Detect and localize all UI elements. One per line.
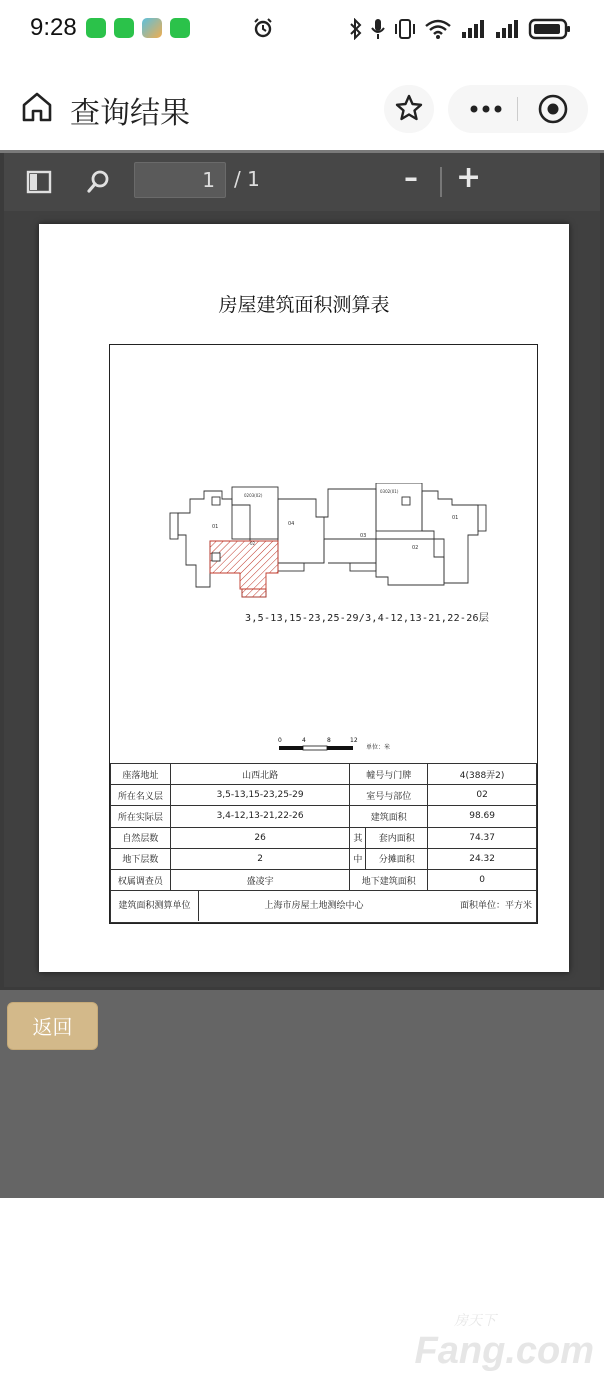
zoom-out-button[interactable]: – bbox=[404, 161, 418, 194]
pdf-toolbar bbox=[4, 153, 600, 211]
area-unit: 面积单位：平方米 bbox=[459, 901, 532, 912]
signal-icon bbox=[460, 18, 488, 40]
plan-unit-02-hatched: 02 bbox=[250, 541, 256, 546]
table-cell: 24.32 bbox=[428, 848, 537, 869]
document-title: 房屋建筑面积测算表 bbox=[218, 294, 390, 316]
plan-unit-01-right: 01 bbox=[452, 515, 459, 521]
scale-tick-12: 12 bbox=[350, 737, 358, 744]
document-frame bbox=[109, 344, 538, 924]
table-row bbox=[111, 827, 537, 848]
footer-area bbox=[0, 990, 604, 1198]
favorite-capsule bbox=[384, 85, 434, 133]
pdf-page bbox=[39, 224, 569, 972]
table-cell: 建筑面积 bbox=[350, 806, 428, 827]
table-cell: 所在名义层 bbox=[111, 785, 171, 806]
table-cell: 地下层数 bbox=[111, 848, 171, 869]
table-cell: 0 bbox=[428, 869, 537, 890]
plan-unit-03: 03 bbox=[360, 533, 367, 539]
table-cell: 自然层数 bbox=[111, 827, 171, 848]
mic-icon bbox=[370, 18, 386, 40]
sidebar-toggle-icon[interactable] bbox=[26, 170, 52, 194]
page-title: 查询结果 bbox=[70, 96, 190, 131]
wechat-icon bbox=[86, 18, 106, 38]
app-icon bbox=[142, 18, 162, 38]
table-cell: 座落地址 bbox=[111, 764, 171, 785]
search-icon[interactable] bbox=[86, 169, 112, 195]
scale-tick-8: 8 bbox=[327, 737, 331, 744]
scale-unit: 单位：米 bbox=[366, 744, 391, 751]
more-icon[interactable] bbox=[468, 103, 504, 115]
nav-bar bbox=[0, 58, 604, 150]
table-row bbox=[111, 848, 537, 869]
plan-unit-04: 04 bbox=[288, 521, 295, 527]
scale-tick-4: 4 bbox=[302, 737, 306, 744]
table-cell: 74.37 bbox=[428, 827, 537, 848]
plan-unit-02: 02 bbox=[412, 545, 419, 551]
table-cell bbox=[111, 891, 537, 923]
scale-tick-0: 0 bbox=[278, 737, 282, 744]
table-cell: 其 bbox=[350, 827, 366, 848]
vibrate-icon bbox=[393, 18, 417, 40]
floor-plan bbox=[168, 483, 490, 603]
table-cell: 所在实际层 bbox=[111, 806, 171, 827]
table-cell: 02 bbox=[428, 785, 537, 806]
table-cell: 室号与部位 bbox=[350, 785, 428, 806]
table-cell: 3,5-13,15-23,25-29 bbox=[170, 785, 350, 806]
plan-unit-top-right: 0302(01) bbox=[380, 489, 399, 494]
page-current: 1 bbox=[202, 168, 215, 192]
table-row bbox=[111, 785, 537, 806]
zoom-in-button[interactable]: + bbox=[456, 160, 482, 195]
bluetooth-icon bbox=[349, 18, 363, 40]
signal-icon bbox=[494, 18, 522, 40]
info-table bbox=[110, 763, 537, 923]
menu-capsule bbox=[448, 85, 588, 133]
table-cell: 地下建筑面积 bbox=[350, 869, 428, 890]
plan-unit-01-left: 01 bbox=[212, 524, 219, 530]
table-cell: 2 bbox=[170, 848, 350, 869]
wifi-icon bbox=[424, 18, 452, 40]
toolbar-divider bbox=[440, 167, 442, 197]
unit-value: 上海市房屋土地测绘中心 bbox=[264, 901, 364, 912]
table-row bbox=[111, 891, 537, 923]
scale-bar-graphic bbox=[278, 745, 362, 751]
floors-label: 3,5-13,15-23,25-29/3,4-12,13-21,22-26层 bbox=[245, 613, 490, 624]
table-cell: 分摊面积 bbox=[366, 848, 428, 869]
table-cell: 3,4-12,13-21,22-26 bbox=[170, 806, 350, 827]
page-number-input[interactable] bbox=[134, 162, 226, 198]
battery-icon bbox=[528, 17, 572, 41]
wechat-icon bbox=[114, 18, 134, 38]
status-bar bbox=[0, 0, 604, 58]
pdf-page-area[interactable] bbox=[4, 211, 600, 987]
back-button[interactable]: 返回 bbox=[7, 1002, 98, 1050]
alarm-icon bbox=[252, 17, 274, 39]
table-cell: 26 bbox=[170, 827, 350, 848]
table-cell: 套内面积 bbox=[366, 827, 428, 848]
table-cell: 中 bbox=[350, 848, 366, 869]
unit-label: 建筑面积测算单位 bbox=[111, 891, 199, 921]
table-row bbox=[111, 806, 537, 827]
target-icon[interactable] bbox=[537, 93, 569, 125]
table-row bbox=[111, 764, 537, 785]
pdf-viewer bbox=[0, 150, 604, 990]
star-icon[interactable] bbox=[394, 93, 424, 123]
plan-unit-top-left: 0203(02) bbox=[244, 493, 263, 498]
table-cell: 幢号与门牌 bbox=[350, 764, 428, 785]
table-row bbox=[111, 869, 537, 890]
table-cell: 98.69 bbox=[428, 806, 537, 827]
watermark-sub: 房天下 bbox=[454, 1313, 496, 1329]
table-cell: 4(388弄2) bbox=[428, 764, 537, 785]
table-cell: 山西北路 bbox=[170, 764, 350, 785]
table-cell: 盛凌宇 bbox=[170, 869, 350, 890]
watermark-logo: Fang.com bbox=[414, 1330, 594, 1372]
page-total: / 1 bbox=[234, 167, 260, 191]
wechat-icon bbox=[170, 18, 190, 38]
capsule-divider bbox=[517, 97, 518, 121]
status-time: 9:28 bbox=[30, 14, 77, 41]
home-icon[interactable] bbox=[20, 91, 54, 123]
table-cell: 权属调查员 bbox=[111, 869, 171, 890]
